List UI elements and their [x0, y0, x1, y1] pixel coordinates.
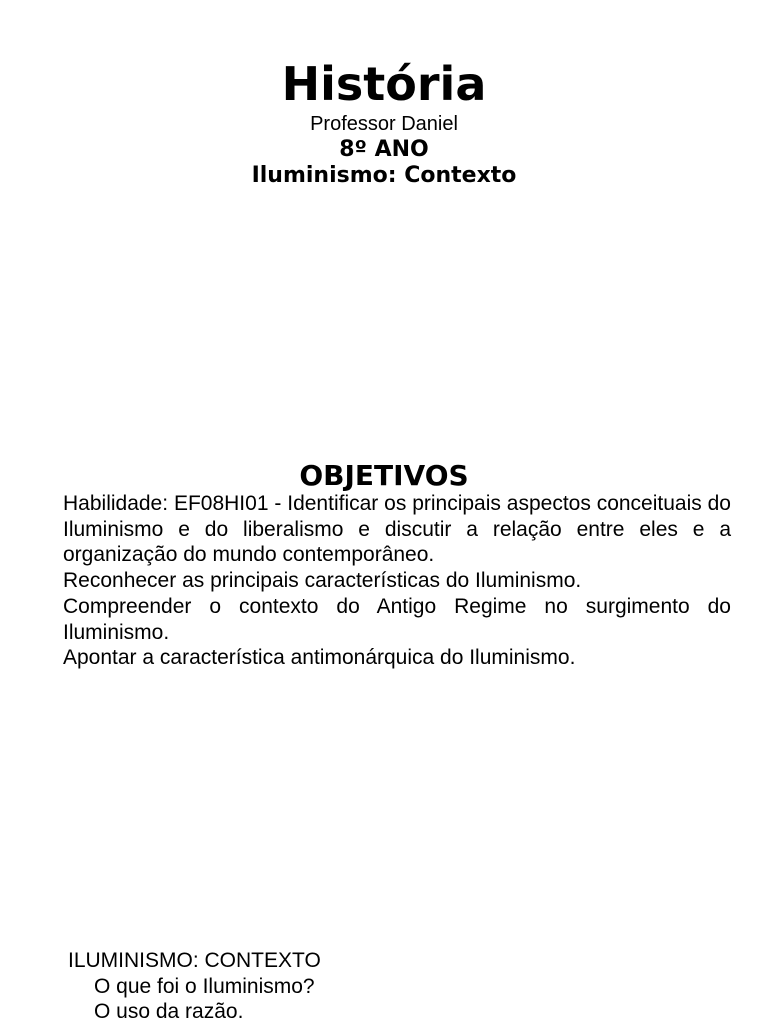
section-heading: ILUMINISMO: CONTEXTO	[68, 949, 321, 972]
objectives-list	[63, 491, 731, 671]
objective-item: Habilidade: EF08HI01 - Identificar os principais aspectos conceituais do Iluminismo e do liberalismo e discutir a relação entre eles e a organização do mundo contemporâneo.	[63, 492, 731, 567]
objectives-heading: OBJETIVOS	[299, 459, 469, 492]
list-item: O uso da razão.	[94, 1000, 244, 1024]
lesson-topic: Iluminismo: Contexto	[251, 163, 517, 188]
context-section	[68, 948, 728, 1025]
document-title: História	[281, 57, 487, 111]
objective-item: Reconhecer as principais características do Iluminismo.	[63, 569, 582, 593]
objective-item: Apontar a característica antimonárquica do Iluminismo.	[63, 646, 576, 670]
objective-item: Compreender o contexto do Antigo Regime no surgimento do Iluminismo.	[63, 594, 731, 644]
professor-name: Professor Daniel	[310, 113, 458, 135]
section-list	[68, 974, 728, 1025]
list-item: O que foi o Iluminismo?	[94, 974, 315, 998]
grade-level: 8º ANO	[339, 137, 429, 162]
